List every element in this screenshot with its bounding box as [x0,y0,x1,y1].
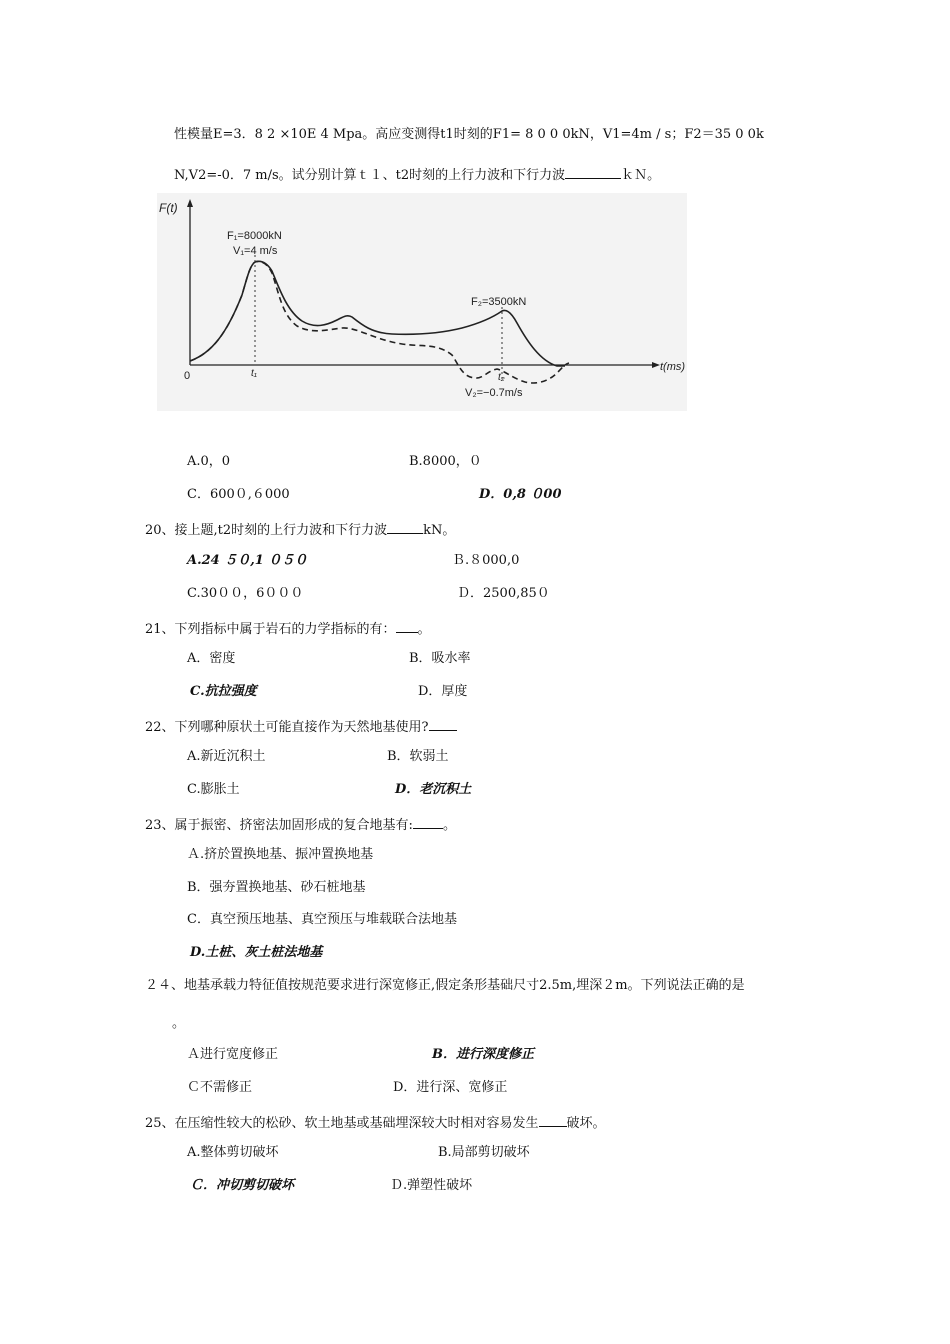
q21-stem-end: 。 [417,622,431,637]
q25-stem [145,1112,606,1133]
q20-stem [145,519,455,540]
q24-stem-end: 。 [172,1016,186,1031]
q21-option-d[interactable]: D．厚度 [418,684,468,699]
q21-stem [145,618,431,639]
answer-blank[interactable] [429,716,457,731]
v2-label: V₂=−0.7m/s [465,387,523,399]
q20-option-d[interactable]: Ｄ．2500,85０ [457,586,550,601]
q23-option-b[interactable]: B．强夯置换地基、砂石桩地基 [187,880,366,895]
q19-stem-line1 [174,126,764,144]
q24-option-a[interactable]: Ａ进行宽度修正 [187,1047,279,1062]
q19-option-b[interactable]: B.8000，０ [409,454,482,469]
f2-label: F₂=3500kN [471,296,527,308]
q23-option-d[interactable]: D.土桩、灰土桩法地基 [190,945,323,960]
q20-stem-text: 20、接上题,t2时刻的上行力波和下行力波 [145,523,388,538]
q19-option-c[interactable]: C．600０,６000 [187,487,290,502]
q19-stem-text-1: 性模量E=3．8 2 ×10E 4 Mpa。高应变测得t1时刻的F1= 8 0 0 0kN，V1=4m / s；F2＝35 0 0k [174,127,764,142]
force-velocity-figure [157,193,687,411]
q22-option-a[interactable]: A.新近沉积土 [187,749,266,764]
q24-option-d[interactable]: D．进行深、宽修正 [393,1080,508,1095]
q20-option-b[interactable]: Ｂ.８000,0 [452,553,520,568]
q21-option-b[interactable]: B．吸水率 [409,651,471,666]
q25-option-a[interactable]: A.整体剪切破坏 [187,1145,279,1160]
x-axis-label: t(ms) [660,361,686,373]
q21-option-c[interactable]: C.抗拉强度 [190,684,257,699]
answer-blank[interactable] [565,164,621,179]
q23-option-a[interactable]: Ａ.挤於置换地基、振冲置换地基 [187,847,374,862]
q23-stem-end: 。 [442,818,456,833]
t1-label: t₁ [251,368,257,379]
answer-blank[interactable] [387,519,423,534]
q24-option-b[interactable]: B．进行深度修正 [432,1047,534,1062]
q23-stem [145,814,456,835]
figure-background [157,193,687,411]
q19-option-d[interactable]: D．0,8 ０00 [479,487,562,502]
q25-option-b[interactable]: B.局部剪切破坏 [438,1145,530,1160]
q24-stem: ２４、地基承载力特征值按规范要求进行深宽修正,假定条形基础尺寸2.5m,埋深２m。下列说法正确的是 [145,978,745,993]
q19-stem-text-2a: N,V2=-0．7 m/s。试分别计算ｔ１、t2时刻的上行力波和下行力波 [174,168,566,183]
answer-blank[interactable] [539,1112,567,1127]
y-axis-label: F(t) [159,201,178,215]
q25-option-d[interactable]: Ｄ.弹塑性破坏 [390,1178,473,1193]
q23-stem-text: 23、属于振密、挤密法加固形成的复合地基有: [145,818,413,833]
q22-option-b[interactable]: B．软弱土 [387,749,449,764]
q20-option-a[interactable]: A.24 ５０,1 ０５０ [187,553,308,568]
q25-option-c[interactable]: Ｃ．冲切剪切破坏 [190,1178,295,1193]
q20-stem-unit: kN。 [423,523,456,538]
q19-stem-line2 [174,164,660,185]
q22-option-d[interactable]: D．老沉积土 [395,782,472,797]
answer-blank[interactable] [396,618,418,633]
v1-label: V₁=4 m/s [233,245,278,257]
f1-label: F₁=8000kN [227,230,282,242]
q19-stem-text-2b: ｋＮ。 [621,168,661,183]
q23-option-c[interactable]: C．真空预压地基、真空预压与堆载联合法地基 [187,912,457,927]
q25-stem-end: 破坏。 [566,1116,606,1131]
q24-option-c[interactable]: Ｃ不需修正 [187,1080,253,1095]
q22-stem-text: 22、下列哪种原状土可能直接作为天然地基使用? [145,720,429,735]
q25-stem-text: 25、在压缩性较大的松砂、软土地基或基础埋深较大时相对容易发生 [145,1116,539,1131]
q19-option-a[interactable]: A.0，0 [187,454,231,469]
q22-option-c[interactable]: C.膨胀土 [187,782,240,797]
origin-label: 0 [184,370,191,382]
q20-option-c[interactable]: C.30００，6０００ [187,586,304,601]
q21-option-a[interactable]: A．密度 [187,651,236,666]
q22-stem [145,716,457,737]
t2-label: t₂ [498,372,505,383]
answer-blank[interactable] [413,814,443,829]
q21-stem-text: 21、下列指标中属于岩石的力学指标的有： [145,622,396,637]
